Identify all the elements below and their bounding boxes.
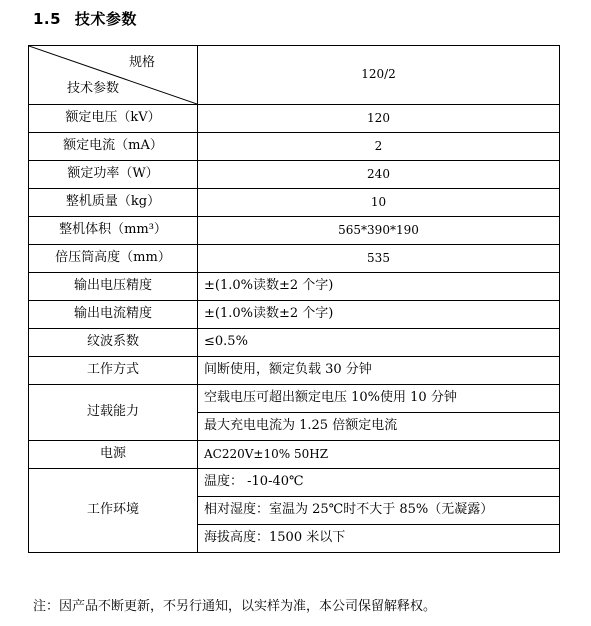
row-value-work-mode: 间断使用，额定负载 30 分钟: [198, 357, 560, 385]
row-value-overload-2: 最大充电电流为 1.25 倍额定电流: [198, 413, 560, 441]
table-row: [29, 217, 560, 245]
row-label-rated-current: 额定电流（mA）: [29, 133, 198, 161]
row-label-overload: 过载能力: [29, 385, 198, 441]
table-header-row: [29, 46, 560, 105]
row-label-ripple: 纹波系数: [29, 329, 198, 357]
table-row: [29, 189, 560, 217]
diagonal-header-cell: [29, 46, 198, 105]
row-label-power-supply: 电源: [29, 441, 198, 469]
header-param-label: 技术参数: [67, 80, 120, 96]
section-number: 1.5: [33, 10, 62, 28]
row-value-power-supply: AC220V±10% 50HZ: [198, 441, 560, 469]
row-value-overload-1: 空载电压可超出额定电压 10%使用 10 分钟: [198, 385, 560, 413]
section-title: [33, 8, 137, 29]
row-value-ripple: ≤0.5%: [198, 329, 560, 357]
header-spec-label: 规格: [128, 55, 155, 70]
row-value-rated-current: 2: [198, 133, 560, 161]
table-row: [29, 133, 560, 161]
row-label-environment: 工作环境: [29, 469, 198, 553]
header-model-value: 120/2: [198, 46, 560, 105]
section-heading: 技术参数: [74, 10, 137, 28]
table-row: [29, 329, 560, 357]
row-value-temperature: 温度： -10-40℃: [198, 469, 560, 497]
row-value-voltage-accuracy: ±(1.0%读数±2 个字): [198, 273, 560, 301]
table-row: [29, 385, 560, 413]
row-label-current-accuracy: 输出电流精度: [29, 301, 198, 329]
row-label-voltage-accuracy: 输出电压精度: [29, 273, 198, 301]
table-row: [29, 301, 560, 329]
row-value-altitude: 海拔高度：1500 米以下: [198, 525, 560, 553]
row-value-humidity: 相对湿度：室温为 25℃时不大于 85%（无凝露）: [198, 497, 560, 525]
row-label-volume: 整机体积（mm³）: [29, 217, 198, 245]
spec-table: [28, 45, 560, 553]
row-value-current-accuracy: ±(1.0%读数±2 个字): [198, 301, 560, 329]
table-row: [29, 273, 560, 301]
table-row: [29, 161, 560, 189]
row-value-multiplier-height: 535: [198, 245, 560, 273]
row-label-weight: 整机质量（kg）: [29, 189, 198, 217]
row-label-rated-voltage: 额定电压（kV）: [29, 105, 198, 133]
table-row: [29, 245, 560, 273]
row-label-multiplier-height: 倍压筒高度（mm）: [29, 245, 198, 273]
row-value-weight: 10: [198, 189, 560, 217]
row-value-volume: 565*390*190: [198, 217, 560, 245]
table-row: [29, 469, 560, 497]
row-label-work-mode: 工作方式: [29, 357, 198, 385]
table-row: [29, 357, 560, 385]
row-value-rated-power: 240: [198, 161, 560, 189]
row-value-rated-voltage: 120: [198, 105, 560, 133]
footnote: 注：因产品不断更新，不另行通知，以实样为准，本公司保留解释权。: [33, 599, 437, 614]
table-row: [29, 441, 560, 469]
table-row: [29, 105, 560, 133]
row-label-rated-power: 额定功率（W）: [29, 161, 198, 189]
